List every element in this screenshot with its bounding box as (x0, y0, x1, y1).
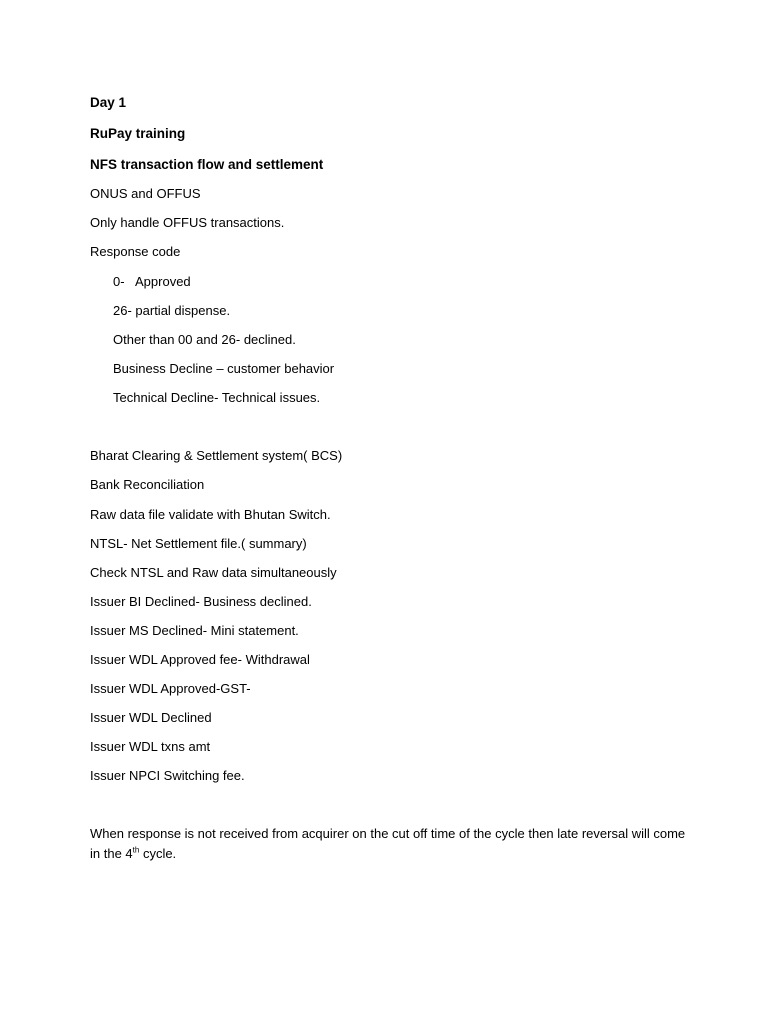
text-issuer-wdl-fee: Issuer WDL Approved fee- Withdrawal (90, 652, 310, 667)
text-issuer-ms: Issuer MS Declined- Mini statement. (90, 623, 299, 638)
closing-text-end: cycle. (139, 846, 177, 861)
text-bcs: Bharat Clearing & Settlement system( BCS) (90, 448, 343, 463)
text-issuer-wdl-amt: Issuer WDL txns amt (90, 739, 211, 754)
text-issuer-bi: Issuer BI Declined- Business declined. (90, 594, 312, 609)
text-issuer-wdl-declined: Issuer WDL Declined (90, 710, 212, 725)
heading-day: Day 1 (90, 95, 127, 110)
text-bank-reconciliation: Bank Reconciliation (90, 477, 205, 492)
response-approved-number: 0- (113, 274, 125, 289)
closing-text: When response is not received from acquirer on the cut off time of the cycle then late reversal will come in the 4 (90, 826, 686, 861)
text-issuer-npci: Issuer NPCI Switching fee. (90, 768, 245, 783)
response-partial: 26- partial dispense. (113, 303, 231, 318)
heading-training: RuPay training (90, 126, 186, 141)
heading-topic: NFS transaction flow and settlement (90, 157, 324, 172)
text-raw-data: Raw data file validate with Bhutan Switch. (90, 507, 331, 522)
response-approved-text: Approved (135, 274, 191, 289)
response-business-decline: Business Decline – customer behavior (113, 361, 335, 376)
response-technical-decline: Technical Decline- Technical issues. (113, 390, 321, 405)
text-ntsl: NTSL- Net Settlement file.( summary) (90, 536, 307, 551)
response-approved (113, 273, 191, 291)
text-handle-offus: Only handle OFFUS transactions. (90, 215, 285, 230)
text-issuer-wdl-gst: Issuer WDL Approved-GST- (90, 681, 251, 696)
text-onus-offus: ONUS and OFFUS (90, 186, 201, 201)
text-response-code: Response code (90, 244, 181, 259)
closing-paragraph (90, 824, 690, 864)
closing-superscript: th (132, 845, 140, 855)
response-other: Other than 00 and 26- declined. (113, 332, 296, 347)
text-check-ntsl: Check NTSL and Raw data simultaneously (90, 565, 337, 580)
